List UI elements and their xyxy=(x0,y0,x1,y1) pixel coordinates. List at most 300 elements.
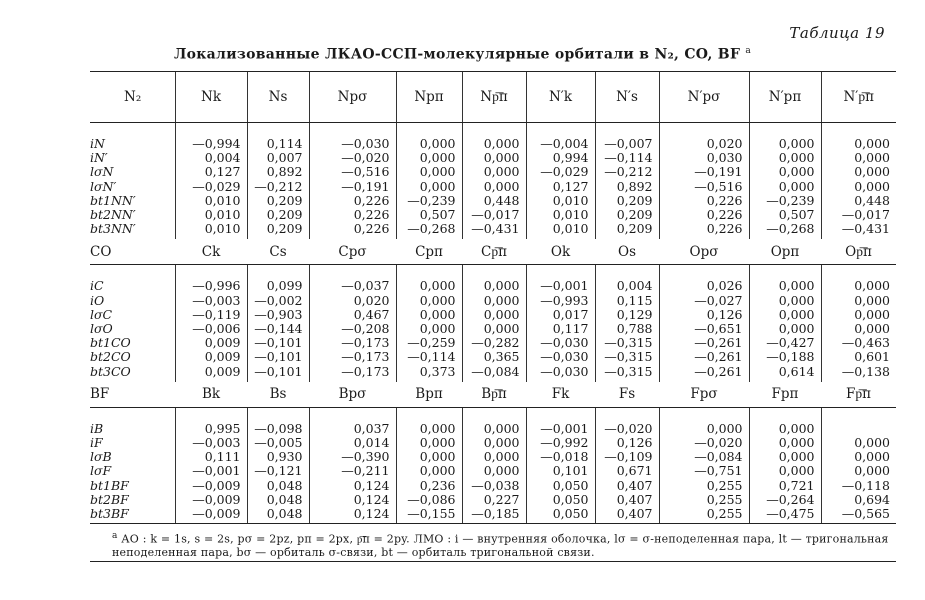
coefficient-cell: 0,000 xyxy=(821,180,896,194)
orbital-label: lσN′ xyxy=(90,178,117,194)
coefficient-cell: 0,255 xyxy=(659,507,749,521)
coefficient-cell: 0,365 xyxy=(462,350,526,364)
table-title xyxy=(0,46,925,63)
coefficient-cell: 0,000 xyxy=(749,137,821,151)
coefficient-cell: 0,000 xyxy=(821,308,896,322)
coefficient-cell: 0,101 xyxy=(526,464,595,478)
coefficient-cell: —0,268 xyxy=(396,222,462,236)
atomic-orbital-header: Bs xyxy=(247,382,309,408)
atomic-orbital-header: Ck xyxy=(175,239,247,265)
coefficient-cell: —0,009 xyxy=(175,479,247,493)
coefficient-cell: 0,209 xyxy=(595,194,659,208)
coefficient-cell: —0,029 xyxy=(175,180,247,194)
coefficient-cell: 0,226 xyxy=(659,222,749,236)
coefficient-cell: —0,185 xyxy=(462,507,526,521)
coefficient-cell: 0,129 xyxy=(595,308,659,322)
coefficient-cell: 0,111 xyxy=(175,450,247,464)
coefficient-cell: 0,010 xyxy=(175,222,247,236)
orbital-label: lσF xyxy=(90,463,112,479)
coefficient-cell: —0,101 xyxy=(247,365,309,379)
coefficient-cell: —0,188 xyxy=(749,350,821,364)
coefficient-cell: —0,084 xyxy=(462,365,526,379)
coefficient-cell: 0,236 xyxy=(396,479,462,493)
orbital-label: bt1BF xyxy=(90,477,129,493)
coefficient-cell: 0,000 xyxy=(396,450,462,464)
coefficient-cell: 0,994 xyxy=(526,151,595,165)
coefficient-cell: 0,037 xyxy=(309,422,396,436)
coefficient-cell: 0,048 xyxy=(247,507,309,521)
coefficient-cell: 0,004 xyxy=(175,151,247,165)
coefficient-cell: —0,001 xyxy=(526,279,595,293)
coefficient-cell: —0,155 xyxy=(396,507,462,521)
coefficient-cell: 0,000 xyxy=(749,322,821,336)
coefficient-cell: —0,282 xyxy=(462,336,526,350)
coefficient-cell: —0,651 xyxy=(659,322,749,336)
coefficient-cell: 0,226 xyxy=(659,208,749,222)
coefficient-cell: 0,601 xyxy=(821,350,896,364)
coefficient-cell: 0,000 xyxy=(821,165,896,179)
coefficient-cell: 0,004 xyxy=(595,279,659,293)
coefficient-cell: 0,000 xyxy=(396,464,462,478)
coefficient-cell: 0,000 xyxy=(462,151,526,165)
coefficient-cell: 0,000 xyxy=(462,464,526,478)
coefficient-cell: —0,109 xyxy=(595,450,659,464)
coefficient-cell: 0,000 xyxy=(462,279,526,293)
coefficient-cell: 0,226 xyxy=(309,208,396,222)
coefficient-cell: —0,463 xyxy=(821,336,896,350)
coefficient-cell: 0,226 xyxy=(659,194,749,208)
coefficient-cell: —0,259 xyxy=(396,336,462,350)
coefficient-cell: 0,124 xyxy=(309,479,396,493)
coefficient-cell: 0,000 xyxy=(396,422,462,436)
coefficient-cell: 0,000 xyxy=(462,450,526,464)
coefficient-cell: 0,000 xyxy=(821,464,896,478)
coefficient-cell: —0,751 xyxy=(659,464,749,478)
table-row xyxy=(90,194,896,208)
orbital-label: bt3CO xyxy=(90,363,131,379)
coefficient-cell: 0,000 xyxy=(821,322,896,336)
orbital-table xyxy=(90,71,896,524)
coefficient-cell: —0,315 xyxy=(595,350,659,364)
coefficient-cell: —0,138 xyxy=(821,365,896,379)
coefficient-cell: 0,000 xyxy=(396,165,462,179)
coefficient-cell: 0,000 xyxy=(396,436,462,450)
coefficient-cell: —0,029 xyxy=(526,165,595,179)
orbital-label: iN xyxy=(90,136,105,151)
coefficient-cell: 0,124 xyxy=(309,507,396,521)
coefficient-cell: 0,020 xyxy=(309,294,396,308)
coefficient-cell: —0,261 xyxy=(659,350,749,364)
column-header: Ns xyxy=(247,72,309,123)
column-header: Np͞π xyxy=(462,72,526,123)
column-header-row xyxy=(90,72,896,123)
coefficient-cell: 0,117 xyxy=(526,322,595,336)
coefficient-cell: —0,098 xyxy=(247,422,309,436)
coefficient-cell: 0,009 xyxy=(175,365,247,379)
coefficient-cell: 0,000 xyxy=(462,137,526,151)
coefficient-cell: —0,017 xyxy=(462,208,526,222)
coefficient-cell: 0,448 xyxy=(821,194,896,208)
coefficient-cell: 0,114 xyxy=(247,137,309,151)
table-row xyxy=(90,208,896,222)
table-number: Таблица 19 xyxy=(789,24,885,42)
coefficient-cell: —0,030 xyxy=(526,365,595,379)
coefficient-cell: 0,000 xyxy=(396,180,462,194)
coefficient-cell: 0,099 xyxy=(247,279,309,293)
atomic-orbital-header: Bp͞π xyxy=(462,382,526,408)
coefficient-cell: 0,000 xyxy=(396,137,462,151)
table-row xyxy=(90,436,896,450)
coefficient-cell: —0,020 xyxy=(309,151,396,165)
coefficient-cell: 0,000 xyxy=(821,151,896,165)
column-header: N′s xyxy=(595,72,659,123)
coefficient-cell: —0,268 xyxy=(749,222,821,236)
atomic-orbital-header: Op͞π xyxy=(821,239,896,265)
footnote-rule xyxy=(90,561,896,562)
coefficient-cell: 0,127 xyxy=(526,180,595,194)
coefficient-cell: 0,126 xyxy=(595,436,659,450)
coefficient-cell: —0,002 xyxy=(247,294,309,308)
orbital-label: bt3BF xyxy=(90,506,129,522)
coefficient-cell: 0,671 xyxy=(595,464,659,478)
title-footnote-mark: a xyxy=(745,46,752,56)
table-row xyxy=(90,479,896,493)
atomic-orbital-header: Os xyxy=(595,239,659,265)
coefficient-cell: 0,227 xyxy=(462,493,526,507)
coefficient-cell: —0,001 xyxy=(175,464,247,478)
footnote-text: АО : k = 1s, s = 2s, pσ = 2pz, pπ = 2px, p͞π = 2py. ЛМО : i — внутренняя оболочка, lσ = σ-неподеленная пара, lt — тригональная неподеленная пара, bσ — орбиталь σ-связи, bt — орбиталь тригональной связи. xyxy=(112,532,889,559)
coefficient-cell: —0,003 xyxy=(175,436,247,450)
coefficient-cell: 0,000 xyxy=(749,151,821,165)
coefficient-cell: —0,144 xyxy=(247,322,309,336)
coefficient-cell: —0,211 xyxy=(309,464,396,478)
coefficient-cell: 0,000 xyxy=(749,436,821,450)
coefficient-cell: 0,000 xyxy=(749,294,821,308)
table-row xyxy=(90,180,896,194)
coefficient-cell: 0,050 xyxy=(526,507,595,521)
coefficient-cell: —0,027 xyxy=(659,294,749,308)
coefficient-cell: 0,009 xyxy=(175,350,247,364)
coefficient-cell: 0,000 xyxy=(749,165,821,179)
column-header: N′p͞π xyxy=(821,72,896,123)
atomic-orbital-header: Bpσ xyxy=(309,382,396,408)
coefficient-cell: —0,427 xyxy=(749,336,821,350)
table-row xyxy=(90,365,896,379)
coefficient-cell: 0,000 xyxy=(462,422,526,436)
coefficient-cell: —0,516 xyxy=(309,165,396,179)
coefficient-cell: —0,475 xyxy=(749,507,821,521)
coefficient-cell: —0,009 xyxy=(175,507,247,521)
coefficient-cell: —0,009 xyxy=(175,493,247,507)
coefficient-cell: —0,084 xyxy=(659,450,749,464)
coefficient-cell: 0,209 xyxy=(247,208,309,222)
coefficient-cell: 0,000 xyxy=(462,436,526,450)
footnote xyxy=(112,530,895,559)
orbital-label: bt2NN′ xyxy=(90,207,136,223)
coefficient-cell: —0,020 xyxy=(659,436,749,450)
coefficient-cell: 0,614 xyxy=(749,365,821,379)
coefficient-cell: 0,788 xyxy=(595,322,659,336)
table-row xyxy=(90,222,896,236)
table-row xyxy=(90,336,896,350)
coefficient-cell: —0,390 xyxy=(309,450,396,464)
orbital-label: lσO xyxy=(90,321,113,337)
column-header: Npσ xyxy=(309,72,396,123)
orbital-label: iN′ xyxy=(90,150,108,166)
coefficient-cell: —0,119 xyxy=(175,308,247,322)
coefficient-cell: —0,191 xyxy=(659,165,749,179)
table-row xyxy=(90,279,896,293)
spacer-row xyxy=(90,123,896,138)
coefficient-cell: 0,209 xyxy=(247,194,309,208)
orbital-label: iO xyxy=(90,292,105,308)
coefficient-cell: 0,010 xyxy=(526,194,595,208)
coefficient-cell: —0,006 xyxy=(175,322,247,336)
coefficient-cell: 0,995 xyxy=(175,422,247,436)
molecule-label: CO xyxy=(90,239,175,265)
orbital-label: iB xyxy=(90,420,104,436)
orbital-label: iC xyxy=(90,278,104,294)
atomic-orbital-header: Fp͞π xyxy=(821,382,896,408)
coefficient-cell: 0,930 xyxy=(247,450,309,464)
spacer-row xyxy=(90,265,896,280)
table-bottom-rule xyxy=(90,523,896,524)
coefficient-cell: 0,026 xyxy=(659,279,749,293)
spacer-row xyxy=(90,407,896,422)
coefficient-cell: 0,407 xyxy=(595,479,659,493)
coefficient-cell: —0,118 xyxy=(821,479,896,493)
coefficient-cell: 0,000 xyxy=(749,308,821,322)
atomic-orbital-header: Ok xyxy=(526,239,595,265)
coefficient-cell: 0,373 xyxy=(396,365,462,379)
coefficient-cell: —0,173 xyxy=(309,365,396,379)
coefficient-cell: 0,115 xyxy=(595,294,659,308)
coefficient-cell: —0,212 xyxy=(247,180,309,194)
coefficient-cell: 0,000 xyxy=(462,294,526,308)
coefficient-cell: —0,261 xyxy=(659,336,749,350)
coefficient-cell: 0,407 xyxy=(595,507,659,521)
atomic-orbital-header: Fk xyxy=(526,382,595,408)
coefficient-cell: —0,239 xyxy=(749,194,821,208)
atomic-orbital-header: Cpσ xyxy=(309,239,396,265)
coefficient-cell: 0,000 xyxy=(396,151,462,165)
atomic-orbital-header: Cp͞π xyxy=(462,239,526,265)
coefficient-cell: —0,114 xyxy=(595,151,659,165)
table-row xyxy=(90,493,896,507)
orbital-label: lσC xyxy=(90,306,113,322)
atomic-orbital-header: Cs xyxy=(247,239,309,265)
coefficient-cell: 0,126 xyxy=(659,308,749,322)
coefficient-cell: 0,507 xyxy=(396,208,462,222)
coefficient-cell: —0,007 xyxy=(595,137,659,151)
coefficient-cell: —0,431 xyxy=(821,222,896,236)
coefficient-cell: 0,000 xyxy=(396,322,462,336)
coefficient-cell: —0,261 xyxy=(659,365,749,379)
coefficient-cell: 0,000 xyxy=(749,450,821,464)
coefficient-cell: 0,017 xyxy=(526,308,595,322)
coefficient-cell: —0,086 xyxy=(396,493,462,507)
coefficient-cell: 0,000 xyxy=(749,464,821,478)
coefficient-cell: —0,030 xyxy=(526,336,595,350)
coefficient-cell: —0,315 xyxy=(595,336,659,350)
coefficient-cell: 0,209 xyxy=(247,222,309,236)
coefficient-cell: 0,020 xyxy=(659,137,749,151)
atomic-orbital-header: Fpπ xyxy=(749,382,821,408)
coefficient-cell: 0,000 xyxy=(749,180,821,194)
coefficient-cell: 0,000 xyxy=(659,422,749,436)
coefficient-cell: 0,010 xyxy=(175,208,247,222)
coefficient-cell: 0,014 xyxy=(309,436,396,450)
coefficient-cell: —0,018 xyxy=(526,450,595,464)
coefficient-cell: —0,003 xyxy=(175,294,247,308)
coefficient-cell: —0,994 xyxy=(175,137,247,151)
column-header-molecule: N₂ xyxy=(90,72,175,123)
coefficient-cell: 0,000 xyxy=(462,165,526,179)
coefficient-cell: —0,005 xyxy=(247,436,309,450)
coefficient-cell: —0,037 xyxy=(309,279,396,293)
coefficient-cell: 0,407 xyxy=(595,493,659,507)
coefficient-cell: 0,507 xyxy=(749,208,821,222)
coefficient-cell: 0,226 xyxy=(309,222,396,236)
atomic-orbital-header: Fs xyxy=(595,382,659,408)
coefficient-cell: 0,000 xyxy=(396,294,462,308)
orbital-label: bt1CO xyxy=(90,335,131,351)
table-row xyxy=(90,151,896,165)
coefficient-cell: 0,892 xyxy=(595,180,659,194)
coefficient-cell: 0,124 xyxy=(309,493,396,507)
coefficient-cell: 0,009 xyxy=(175,336,247,350)
coefficient-cell: —0,030 xyxy=(309,137,396,151)
molecule-label: BF xyxy=(90,382,175,408)
coefficient-cell: 0,000 xyxy=(749,422,821,436)
coefficient-cell xyxy=(821,422,896,436)
coefficient-cell: —0,191 xyxy=(309,180,396,194)
coefficient-cell: 0,050 xyxy=(526,493,595,507)
coefficient-cell: —0,903 xyxy=(247,308,309,322)
coefficient-cell: 0,721 xyxy=(749,479,821,493)
coefficient-cell: —0,173 xyxy=(309,350,396,364)
coefficient-cell: —0,121 xyxy=(247,464,309,478)
table-row xyxy=(90,165,896,179)
coefficient-cell: —0,101 xyxy=(247,350,309,364)
coefficient-cell: 0,226 xyxy=(309,194,396,208)
column-header: Nk xyxy=(175,72,247,123)
column-header: Npπ xyxy=(396,72,462,123)
table-row xyxy=(90,507,896,521)
coefficient-cell: —0,992 xyxy=(526,436,595,450)
coefficient-cell: —0,239 xyxy=(396,194,462,208)
molecule-header-row xyxy=(90,382,896,408)
coefficient-cell: 0,000 xyxy=(821,137,896,151)
coefficient-cell: 0,000 xyxy=(821,294,896,308)
table-row xyxy=(90,464,896,478)
coefficient-cell: 0,000 xyxy=(396,308,462,322)
atomic-orbital-header: Cpπ xyxy=(396,239,462,265)
molecule-header-row xyxy=(90,239,896,265)
table-row xyxy=(90,450,896,464)
coefficient-cell: —0,001 xyxy=(526,422,595,436)
table-row xyxy=(90,322,896,336)
coefficient-cell: 0,000 xyxy=(396,279,462,293)
orbital-label: lσN xyxy=(90,164,114,180)
atomic-orbital-header: Opπ xyxy=(749,239,821,265)
coefficient-cell: 0,000 xyxy=(821,279,896,293)
coefficient-cell: —0,996 xyxy=(175,279,247,293)
column-header: N′pπ xyxy=(749,72,821,123)
orbital-label: iF xyxy=(90,435,103,451)
coefficient-cell: —0,030 xyxy=(526,350,595,364)
coefficient-cell: —0,212 xyxy=(595,165,659,179)
coefficient-cell: 0,694 xyxy=(821,493,896,507)
coefficient-cell: 0,050 xyxy=(526,479,595,493)
coefficient-cell: 0,000 xyxy=(462,180,526,194)
column-header: N′pσ xyxy=(659,72,749,123)
coefficient-cell: 0,010 xyxy=(526,208,595,222)
coefficient-cell: 0,007 xyxy=(247,151,309,165)
coefficient-cell: —0,038 xyxy=(462,479,526,493)
coefficient-cell: —0,565 xyxy=(821,507,896,521)
coefficient-cell: 0,010 xyxy=(526,222,595,236)
orbital-label: bt1NN′ xyxy=(90,192,136,208)
coefficient-cell: 0,209 xyxy=(595,208,659,222)
coefficient-cell: 0,255 xyxy=(659,479,749,493)
table-row xyxy=(90,294,896,308)
atomic-orbital-header: Bpπ xyxy=(396,382,462,408)
coefficient-cell: 0,030 xyxy=(659,151,749,165)
table-row xyxy=(90,308,896,322)
coefficient-cell: —0,208 xyxy=(309,322,396,336)
coefficient-cell: 0,000 xyxy=(462,322,526,336)
coefficient-cell: 0,127 xyxy=(175,165,247,179)
coefficient-cell: 0,209 xyxy=(595,222,659,236)
coefficient-cell: —0,516 xyxy=(659,180,749,194)
column-header: N′k xyxy=(526,72,595,123)
orbital-label: lσB xyxy=(90,449,112,465)
orbital-label: bt2CO xyxy=(90,349,131,365)
coefficient-cell: —0,114 xyxy=(396,350,462,364)
coefficient-cell: 0,000 xyxy=(749,279,821,293)
coefficient-cell: 0,448 xyxy=(462,194,526,208)
footnote-mark: a xyxy=(112,531,118,541)
coefficient-cell: 0,010 xyxy=(175,194,247,208)
coefficient-cell: 0,000 xyxy=(462,308,526,322)
table-row xyxy=(90,350,896,364)
coefficient-cell: 0,000 xyxy=(821,450,896,464)
table-row xyxy=(90,422,896,436)
coefficient-cell: —0,004 xyxy=(526,137,595,151)
atomic-orbital-header: Fpσ xyxy=(659,382,749,408)
coefficient-cell: —0,017 xyxy=(821,208,896,222)
table-row xyxy=(90,137,896,151)
table-title-text: Локализованные ЛКАО-ССП-молекулярные орбитали в N₂, CO, BF xyxy=(173,46,741,63)
atomic-orbital-header: Opσ xyxy=(659,239,749,265)
orbital-label: bt3NN′ xyxy=(90,221,136,237)
coefficient-cell: —0,020 xyxy=(595,422,659,436)
coefficient-cell: 0,467 xyxy=(309,308,396,322)
coefficient-cell: —0,264 xyxy=(749,493,821,507)
coefficient-cell: —0,101 xyxy=(247,336,309,350)
coefficient-cell: 0,255 xyxy=(659,493,749,507)
coefficient-cell: —0,431 xyxy=(462,222,526,236)
coefficient-cell: —0,993 xyxy=(526,294,595,308)
coefficient-cell: 0,892 xyxy=(247,165,309,179)
atomic-orbital-header: Bk xyxy=(175,382,247,408)
coefficient-cell: 0,048 xyxy=(247,479,309,493)
orbital-label: bt2BF xyxy=(90,491,129,507)
coefficient-cell: 0,048 xyxy=(247,493,309,507)
coefficient-cell: —0,173 xyxy=(309,336,396,350)
coefficient-cell: —0,315 xyxy=(595,365,659,379)
